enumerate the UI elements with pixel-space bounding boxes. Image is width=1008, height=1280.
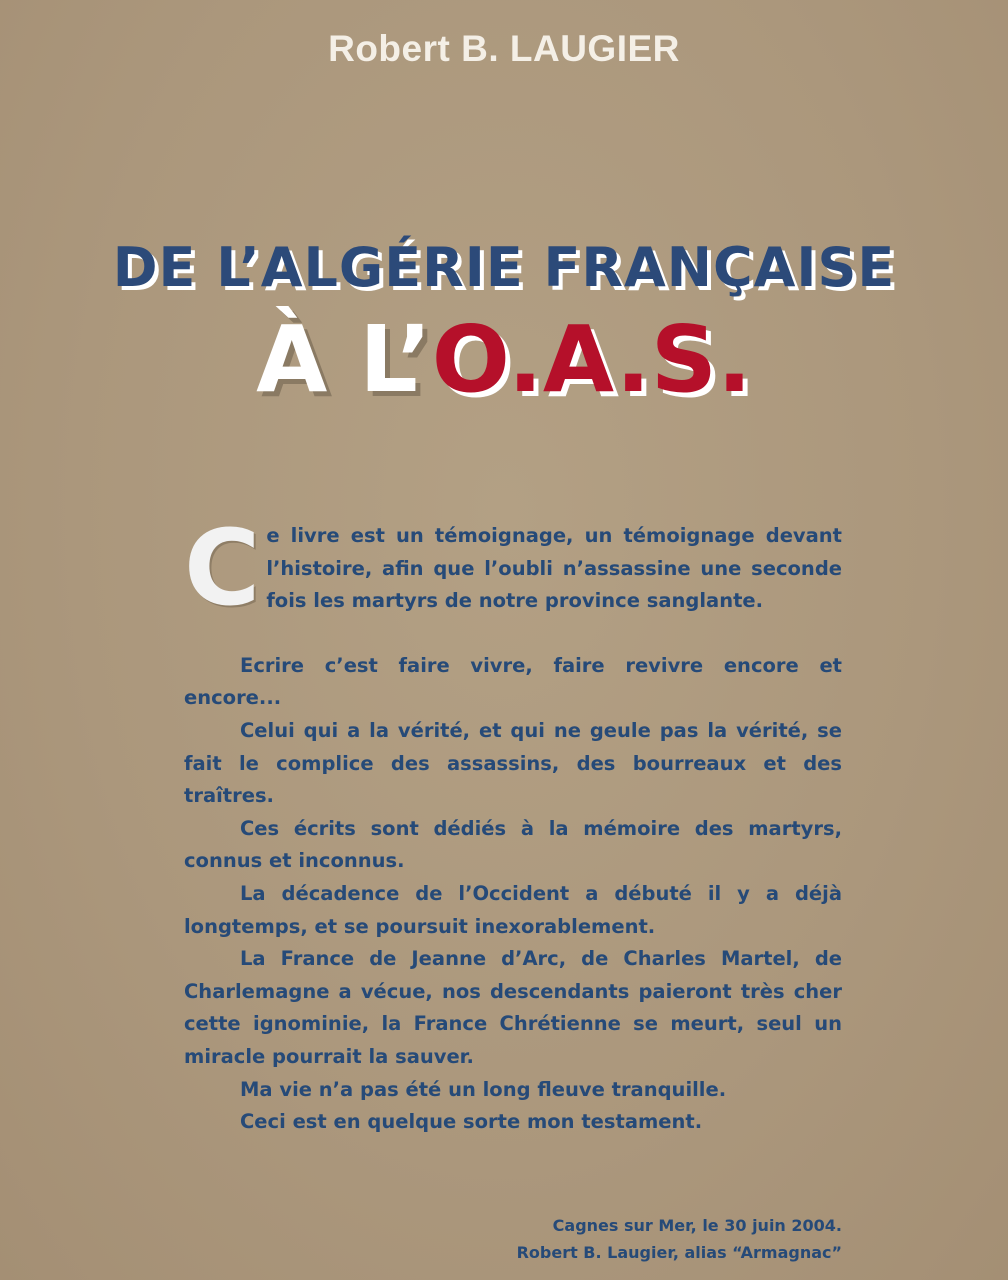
signature-place-date: Cagnes sur Mer, le 30 juin 2004. bbox=[552, 1216, 842, 1235]
signature-block bbox=[517, 1212, 842, 1266]
title-line-1: DE L’ALGÉRIE FRANÇAISE bbox=[112, 236, 896, 299]
paragraph-4: La décadence de l’Occident a débuté il y a déjà longtemps, et se poursuit inexorablement. bbox=[184, 881, 842, 938]
paragraph-5: La France de Jeanne d’Arc, de Charles Martel, de Charlemagne a vécue, nos descendants paieront très cher cette ignominie, la France Chrétienne se meurt, seul un miracle pourrait la sauver. bbox=[184, 947, 842, 1068]
intro-paragraph bbox=[184, 507, 842, 629]
author-name: Robert B. LAUGIER bbox=[328, 28, 680, 69]
preface-text bbox=[184, 507, 842, 1139]
paragraph-7: Ceci est en quelque sorte mon testament. bbox=[240, 1110, 703, 1134]
paragraph-6: Ma vie n’a pas été un long fleuve tranquille. bbox=[240, 1077, 727, 1101]
paragraph-3: Ces écrits sont dédiés à la mémoire des martyrs, connus et inconnus. bbox=[184, 816, 842, 873]
intro-text: e livre est un témoignage, un témoignage devant l’histoire, afin que l’oubli n’assassine une seconde fois les martyrs de notre province sanglante. bbox=[266, 524, 842, 613]
title-line-2-red: O.A.S. bbox=[431, 306, 752, 413]
paragraph-1: Ecrire c’est faire vivre, faire revivre encore et encore... bbox=[184, 653, 842, 710]
signature-name: Robert B. Laugier, alias “Armagnac” bbox=[516, 1243, 842, 1262]
paragraph-2: Celui qui a la vérité, et qui ne geule pas la vérité, se fait le complice des assassins, des bourreaux et des traîtres. bbox=[184, 718, 842, 808]
title-line-2-white: À L’ bbox=[256, 306, 432, 413]
title-line-2 bbox=[0, 306, 1008, 413]
drop-cap-letter: C bbox=[184, 507, 261, 629]
